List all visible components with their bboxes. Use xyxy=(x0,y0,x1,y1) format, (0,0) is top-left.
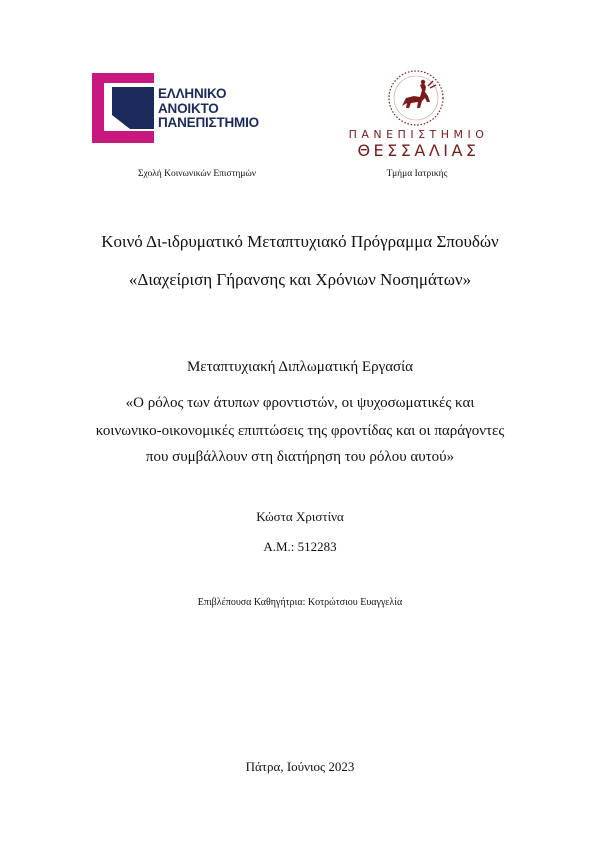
department-caption: Τμήμα Ιατρικής xyxy=(386,169,448,179)
school-caption: Σχολή Κοινωνικών Επιστημών xyxy=(137,169,257,179)
hellenic-open-university-logo xyxy=(92,73,272,143)
place-date: Πάτρα, Ιούνιος 2023 xyxy=(245,759,355,774)
eap-logo-line: ΕΛΛΗΝΙΚΟ xyxy=(158,86,227,101)
student-id: Α.Μ.: 512283 xyxy=(263,539,337,554)
eap-logo-line: ΠΑΝΕΠΙΣΤΗΜΙΟ xyxy=(158,115,259,130)
thesis-title-line: που συμβάλλουν στη διατήρηση του ρόλου αυτού» xyxy=(145,449,455,465)
eap-logo-text xyxy=(158,87,259,131)
university-of-thessaly-logo xyxy=(346,68,491,160)
uth-logo-line-1: ΠΑΝΕΠΙΣΤΗΜΙΟ xyxy=(348,128,489,141)
program-subtitle: «Διαχείριση Γήρανσης και Χρόνιων Νοσημάτων» xyxy=(128,270,472,289)
thesis-title-line: «Ο ρόλος των άτυπων φροντιστών, οι ψυχοσωματικές και xyxy=(125,395,475,411)
thesis-type: Μεταπτυχιακή Διπλωματική Εργασία xyxy=(186,359,414,375)
centaur-seal-icon xyxy=(384,68,448,128)
thesis-title-line: κοινωνικο-οικονομικές επιπτώσεις της φροντίδας και οι παράγοντες xyxy=(95,423,505,439)
program-title: Κοινό Δι-ιδρυματικό Μεταπτυχιακό Πρόγραμμα Σπουδών xyxy=(101,232,499,251)
supervisor: Επιβλέπουσα Καθηγήτρια: Κοτρώτσιου Ευαγγελία xyxy=(197,597,403,608)
eap-logo-line: ΑΝΟΙΚΤΟ xyxy=(158,100,219,116)
eap-logo-mark-icon xyxy=(92,73,154,143)
author-name: Κώστα Χριστίνα xyxy=(256,509,344,524)
uth-logo-line-2: ΘΕΣΣΑΛΙΑΣ xyxy=(357,141,480,160)
